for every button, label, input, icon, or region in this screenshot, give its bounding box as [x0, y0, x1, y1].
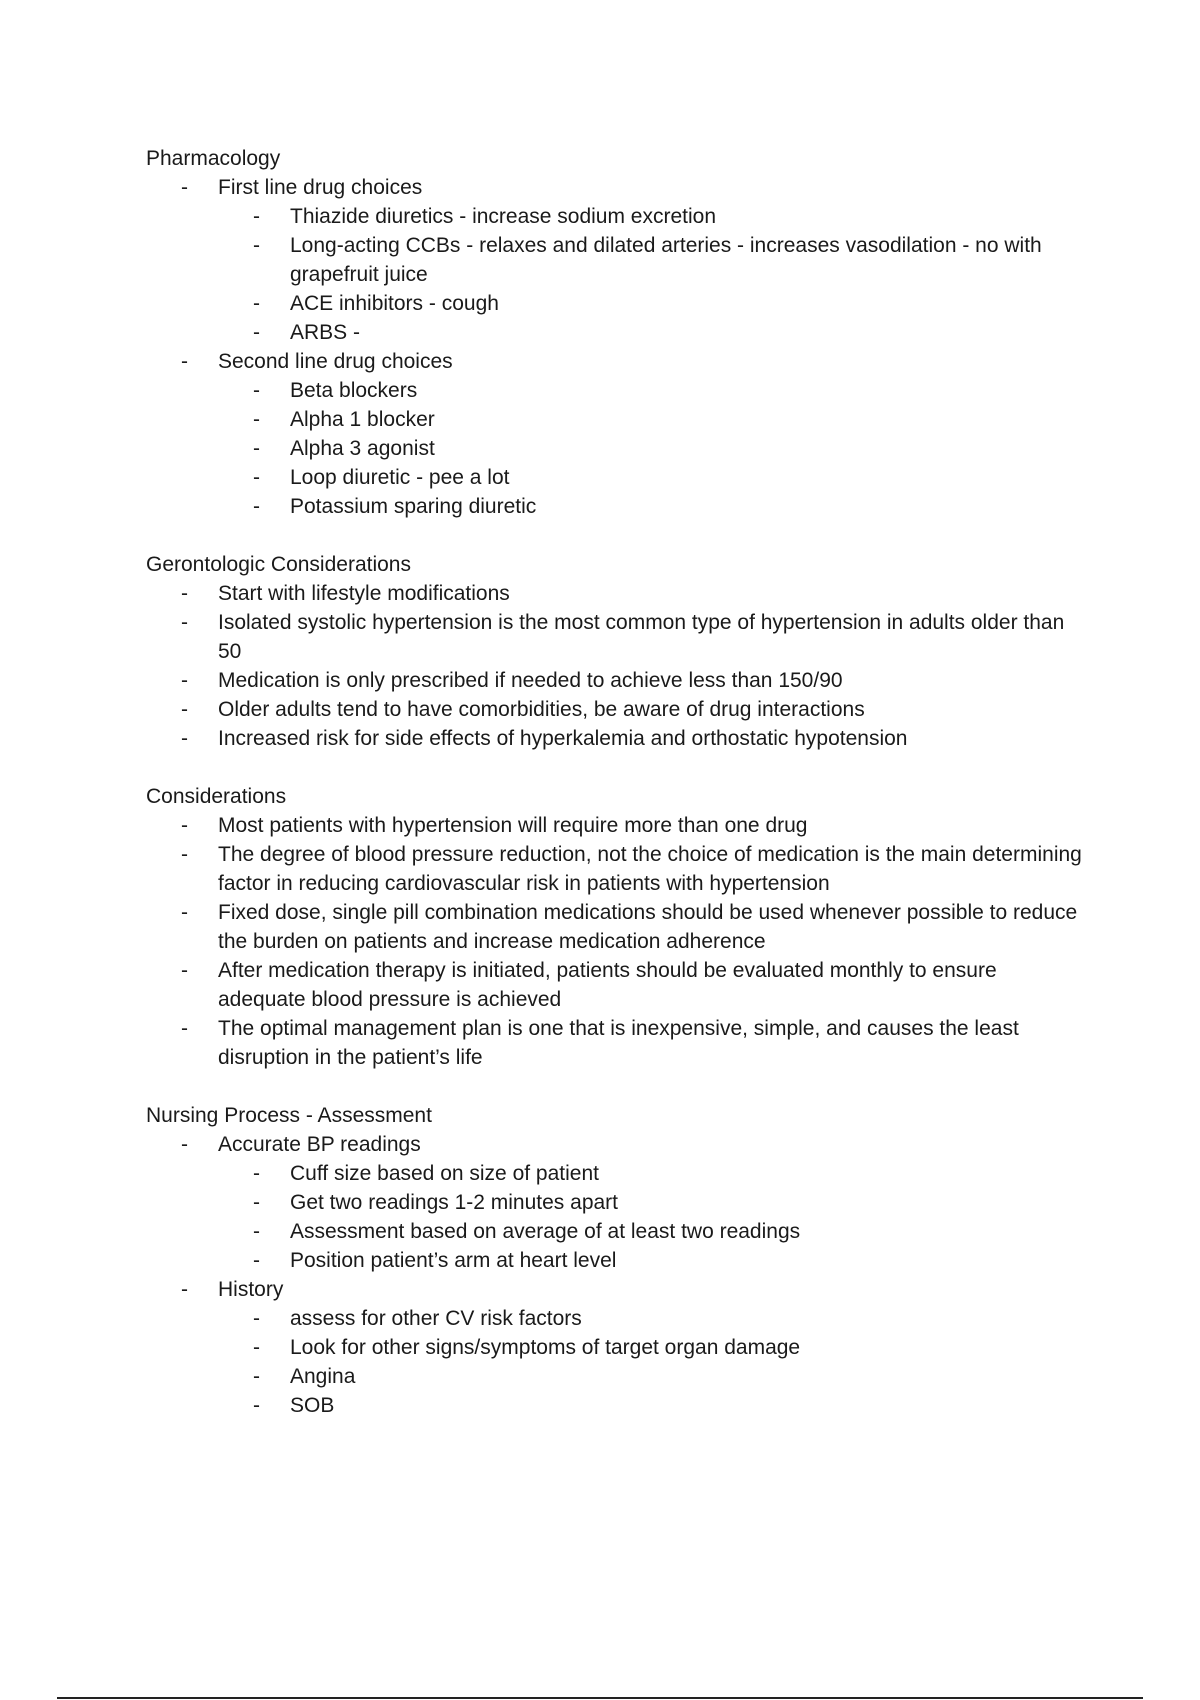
sub-list-item-text: SOB	[290, 1394, 335, 1417]
bullet-list	[146, 579, 1086, 753]
sub-list-item-text: ACE inhibitors - cough	[290, 292, 499, 315]
bullet-dash: -	[253, 495, 260, 518]
bullet-dash: -	[181, 959, 188, 982]
bullet-dash: -	[181, 1278, 188, 1301]
sub-list-item-text: Alpha 3 agonist	[290, 437, 435, 460]
list-item	[146, 898, 1086, 956]
sub-list-item-text: Look for other signs/symptoms of target organ damage	[290, 1336, 801, 1359]
list-item	[146, 956, 1086, 1014]
list-item-text: The optimal management plan is one that is inexpensive, simple, and causes the least disruption in the patient’s life	[218, 1017, 1019, 1069]
bullet-dash: -	[253, 466, 260, 489]
sub-list-item-text: Beta blockers	[290, 379, 418, 402]
bullet-list	[146, 173, 1086, 521]
bullet-list	[146, 1130, 1086, 1420]
bullet-dash: -	[181, 727, 188, 750]
sub-list-item	[218, 1362, 1086, 1391]
sub-list-item	[218, 492, 1086, 521]
bullet-dash: -	[181, 669, 188, 692]
bullet-dash: -	[253, 379, 260, 402]
list-item	[146, 173, 1086, 347]
section-heading: Gerontologic Considerations	[146, 553, 411, 576]
list-item-text: History	[218, 1278, 284, 1301]
bullet-dash: -	[253, 1220, 260, 1243]
list-item-text: First line drug choices	[218, 176, 423, 199]
sub-bullet-list	[218, 376, 1086, 521]
bullet-dash: -	[253, 1162, 260, 1185]
list-item-text: Fixed dose, single pill combination medications should be used whenever possible to reduce the burden on patients and increase medication adherence	[218, 901, 1078, 953]
bullet-dash: -	[253, 292, 260, 315]
sub-list-item-text: Assessment based on average of at least two readings	[290, 1220, 801, 1243]
bullet-dash: -	[181, 814, 188, 837]
sub-list-item	[218, 1188, 1086, 1217]
sub-list-item	[218, 1246, 1086, 1275]
bullet-list	[146, 811, 1086, 1072]
section-considerations	[146, 782, 1086, 1072]
bullet-dash: -	[253, 205, 260, 228]
sub-list-item-text: Loop diuretic - pee a lot	[290, 466, 510, 489]
sub-list-item-text: ARBS -	[290, 321, 361, 344]
sub-list-item-text: Long-acting CCBs - relaxes and dilated arteries - increases vasodilation - no with grapefruit juice	[290, 234, 1042, 286]
sub-bullet-list	[218, 202, 1086, 347]
sub-list-item-text: Cuff size based on size of patient	[290, 1162, 599, 1185]
list-item-text: Start with lifestyle modifications	[218, 582, 510, 605]
list-item	[146, 811, 1086, 840]
sub-list-item	[218, 231, 1086, 289]
sub-bullet-list	[218, 1304, 1086, 1420]
bullet-dash: -	[253, 1336, 260, 1359]
sub-list-item-text: Position patient’s arm at heart level	[290, 1249, 617, 1272]
sub-list-item-text: Angina	[290, 1365, 356, 1388]
list-item-text: Medication is only prescribed if needed to achieve less than 150/90	[218, 669, 843, 692]
list-item	[146, 840, 1086, 898]
sub-bullet-list	[218, 1159, 1086, 1275]
bullet-dash: -	[181, 176, 188, 199]
list-item-text: Increased risk for side effects of hyperkalemia and orthostatic hypotension	[218, 727, 908, 750]
bullet-dash: -	[181, 350, 188, 373]
section-gerontologic-considerations	[146, 550, 1086, 753]
list-item	[146, 347, 1086, 521]
sub-list-item	[218, 463, 1086, 492]
bullet-dash: -	[253, 321, 260, 344]
list-item	[146, 1275, 1086, 1420]
list-item-text: Most patients with hypertension will require more than one drug	[218, 814, 808, 837]
list-item-text: Isolated systolic hypertension is the most common type of hypertension in adults older than 50	[218, 611, 1065, 663]
sub-list-item	[218, 405, 1086, 434]
bullet-dash: -	[181, 843, 188, 866]
list-item	[146, 666, 1086, 695]
sub-list-item-text: Get two readings 1-2 minutes apart	[290, 1191, 619, 1214]
bullet-dash: -	[181, 698, 188, 721]
footer-divider	[57, 1697, 1143, 1699]
sub-list-item	[218, 434, 1086, 463]
sub-list-item-text: Thiazide diuretics - increase sodium excretion	[290, 205, 717, 228]
list-item-text: Older adults tend to have comorbidities, be aware of drug interactions	[218, 698, 865, 721]
bullet-dash: -	[253, 437, 260, 460]
sub-list-item	[218, 1333, 1086, 1362]
list-item	[146, 1130, 1086, 1275]
sub-list-item	[218, 202, 1086, 231]
bullet-dash: -	[181, 582, 188, 605]
sub-list-item	[218, 1391, 1086, 1420]
sub-list-item-text: assess for other CV risk factors	[290, 1307, 582, 1330]
bullet-dash: -	[253, 1249, 260, 1272]
list-item	[146, 724, 1086, 753]
list-item-text: The degree of blood pressure reduction, not the choice of medication is the main determining factor in reducing cardiovascular risk in patients with hypertension	[218, 843, 1082, 895]
sub-list-item	[218, 1159, 1086, 1188]
bullet-dash: -	[181, 611, 188, 634]
bullet-dash: -	[181, 901, 188, 924]
sub-list-item-text: Potassium sparing diuretic	[290, 495, 537, 518]
section-heading: Considerations	[146, 785, 287, 808]
sub-list-item-text: Alpha 1 blocker	[290, 408, 435, 431]
bullet-dash: -	[253, 234, 260, 257]
bullet-dash: -	[253, 1191, 260, 1214]
bullet-dash: -	[181, 1133, 188, 1156]
document-body	[146, 144, 1086, 1449]
sub-list-item	[218, 1217, 1086, 1246]
section-nursing-process-assessment	[146, 1101, 1086, 1420]
list-item	[146, 695, 1086, 724]
section-pharmacology	[146, 144, 1086, 521]
list-item	[146, 1014, 1086, 1072]
section-heading: Pharmacology	[146, 147, 281, 170]
list-item-text: Second line drug choices	[218, 350, 453, 373]
list-item-text: Accurate BP readings	[218, 1133, 421, 1156]
bullet-dash: -	[253, 1365, 260, 1388]
sub-list-item	[218, 318, 1086, 347]
list-item	[146, 579, 1086, 608]
section-heading: Nursing Process - Assessment	[146, 1104, 432, 1127]
sub-list-item	[218, 376, 1086, 405]
bullet-dash: -	[253, 1394, 260, 1417]
bullet-dash: -	[181, 1017, 188, 1040]
list-item	[146, 608, 1086, 666]
bullet-dash: -	[253, 1307, 260, 1330]
sub-list-item	[218, 289, 1086, 318]
bullet-dash: -	[253, 408, 260, 431]
sub-list-item	[218, 1304, 1086, 1333]
list-item-text: After medication therapy is initiated, patients should be evaluated monthly to ensure adequate blood pressure is achieved	[218, 959, 997, 1011]
